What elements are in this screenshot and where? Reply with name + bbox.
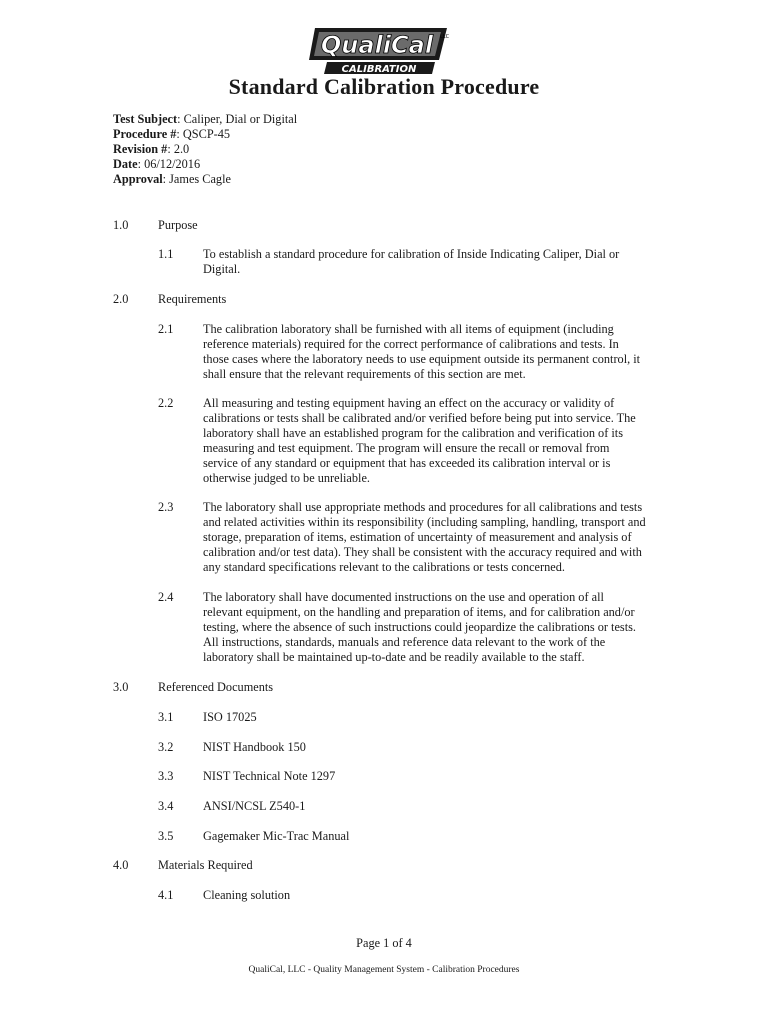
section-heading: Materials Required	[158, 858, 253, 872]
meta-label: Revision #	[113, 141, 168, 156]
item-number: 3.2	[158, 740, 174, 754]
item-number: 1.1	[158, 247, 174, 261]
item-text: NIST Technical Note 1297	[203, 769, 336, 783]
page-footer: QualiCal, LLC - Quality Management System - Calibration Procedures	[248, 965, 520, 975]
item-number: 3.5	[158, 829, 174, 843]
item-number: 3.4	[158, 799, 174, 813]
section-number: 2.0	[113, 292, 129, 306]
meta-label: Date	[113, 156, 138, 171]
item-text: Cleaning solution	[203, 888, 291, 902]
meta-value: : James Cagle	[162, 171, 231, 186]
page-number: Page 1 of 4	[356, 936, 412, 950]
item-text: The laboratory shall use appropriate methods and procedures for all calibrations and tests and related activities within its responsibility (including sampling, handling, transport and storage, preparation of items, estimation of uncertainty of measurement and analysis of calibration and/or test data). They shall be consistent with the accuracy required and with any standard specifications relevant to the calibrations or tests concerned.	[203, 500, 646, 574]
item-text: The laboratory shall have documented instructions on the use and operation of all relevant equipment, on the handling and preparation of items, and for calibration and/or testing, where the absence of such instructions could jeopardize the calibrations or tests. All instructions, standards, manuals and reference data relevant to the work of the laboratory shall be maintained up-to-date and be readily available to the staff.	[203, 590, 636, 664]
item-number: 2.1	[158, 322, 174, 336]
item-text: All measuring and testing equipment having an effect on the accuracy or validity of calibrations or tests shall be calibrated and/or verified before being put into service. The laboratory shall have an established program for the calibration and verification of its measuring and test equipment. The program will ensure the recall or removal from service of any standard or equipment that has exceeded its calibration interval or is otherwise judged to be unreliable.	[203, 396, 636, 485]
meta-value: : Caliper, Dial or Digital	[177, 112, 298, 126]
section-number: 1.0	[113, 218, 129, 232]
document-metadata	[113, 112, 297, 187]
meta-date	[113, 157, 297, 172]
logo-brand: QualiCal	[320, 31, 434, 59]
item-number: 3.3	[158, 769, 174, 783]
item-number: 4.1	[158, 888, 174, 902]
meta-approval	[113, 172, 297, 187]
meta-procedure	[113, 127, 297, 142]
meta-value: : 06/12/2016	[137, 156, 201, 171]
logo-mark: LLC	[440, 34, 450, 40]
page-title: Standard Calibration Procedure	[228, 74, 540, 99]
section-heading: Purpose	[158, 218, 198, 232]
item-number: 2.2	[158, 396, 174, 410]
meta-value: : 2.0	[167, 141, 190, 156]
meta-label: Approval	[113, 171, 163, 186]
section-number: 4.0	[113, 858, 129, 872]
meta-revision	[113, 142, 297, 157]
item-number: 3.1	[158, 710, 174, 724]
item-number: 2.3	[158, 500, 174, 514]
qualical-logo	[309, 22, 451, 76]
section-heading: Requirements	[158, 292, 227, 306]
meta-label: Procedure #	[113, 126, 177, 141]
item-text: To establish a standard procedure for calibration of Inside Indicating Caliper, Dial or Digital.	[203, 247, 620, 276]
item-text: Gagemaker Mic-Trac Manual	[203, 829, 350, 843]
section-heading: Referenced Documents	[158, 680, 274, 694]
meta-test-subject	[113, 112, 297, 127]
item-text: ISO 17025	[203, 710, 257, 724]
section-number: 3.0	[113, 680, 129, 694]
item-text: ANSI/NCSL Z540-1	[203, 799, 306, 813]
item-text: The calibration laboratory shall be furnished with all items of equipment (including reference materials) required for the correct performance of calibrations and tests. In those cases where the laboratory needs to use equipment outside its permanent control, it shall ensure that the relevant requirements of this section are met.	[203, 322, 641, 381]
logo-subtitle: CALIBRATION	[341, 64, 417, 75]
meta-value: : QSCP-45	[176, 126, 231, 141]
item-text: NIST Handbook 150	[203, 740, 306, 754]
item-number: 2.4	[158, 590, 174, 604]
meta-label: Test Subject	[113, 112, 178, 126]
